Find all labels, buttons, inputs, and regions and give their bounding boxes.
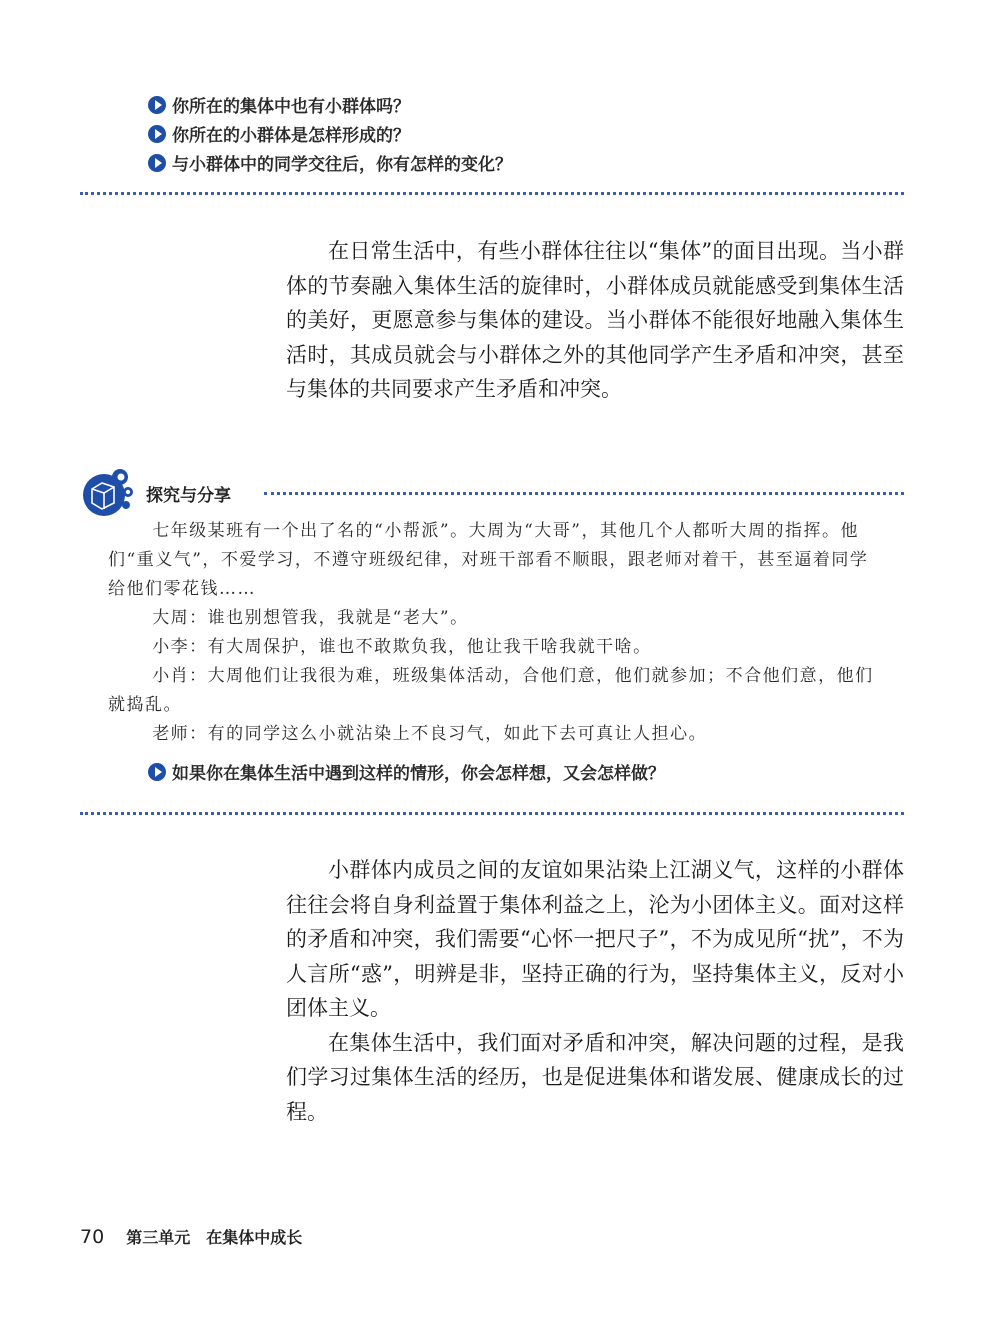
explore-share-header [80,465,904,521]
dialogue-line: 小李：有大周保护，谁也不敢欺负我，他让我干啥我就干啥。 [152,637,652,657]
dotted-divider [264,492,904,495]
dialogue-line: 老师：有的同学这么小就沾染上不良习气，如此下去可真让人担心。 [152,724,708,744]
paragraph-text: 小群体内成员之间的友谊如果沾染上江湖义气，这样的小群体往往会将自身利益置于集体利益之上，沦为小团体主义。面对这样的矛盾和冲突，我们需要“心怀一把尺子”，不为成见所“扰”，不为人言所“惑”，明辨是非，坚持正确的行为，坚持集体主义，反对小团体主义。 [286,858,904,1020]
dotted-divider [80,812,904,815]
story-block [108,517,884,749]
paragraph-text: 在集体生活中，我们面对矛盾和冲突，解决问题的过程，是我们学习过集体生活的经历，也是促进集体和谐发展、健康成长的过程。 [286,1030,904,1124]
page-number: 70 [80,1226,105,1248]
dotted-divider [80,192,904,195]
arrow-bullet-icon [148,763,166,781]
question-text: 你所在的小群体是怎样形成的？ [172,126,410,146]
dialogue-line: 小肖：大周他们让我很为难，班级集体活动，合他们意，他们就参加；不合他们意，他们就捣乱。 [108,666,874,715]
explore-share-icon [80,465,134,517]
question-item [148,119,908,148]
story-intro: 七年级某班有一个出了名的“小帮派”。大周为“大哥”，其他几个人都听大周的指挥。他们“重义气”，不爱学习，不遵守班级纪律，对班干部看不顺眼，跟老师对着干，甚至逼着同学给他们零花钱…… [108,521,869,599]
question-text: 如果你在集体生活中遇到这样的情形，你会怎样想，又会怎样做？ [172,764,665,784]
page-footer [80,1225,302,1248]
body-paragraph-1 [286,234,904,407]
paragraph-text: 在日常生活中，有些小群体往往以“集体”的面目出现。当小群体的节奏融入集体生活的旋律时，小群体成员就能感受到集体生活的美好，更愿意参与集体的建设。当小群体不能很好地融入集体生活时，其成员就会与小群体之外的其他同学产生矛盾和冲突，甚至与集体的共同要求产生矛盾和冲突。 [286,239,904,401]
question-item [148,90,908,119]
question-text: 你所在的集体中也有小群体吗？ [172,97,410,117]
unit-label: 第三单元 [126,1228,191,1247]
question-text: 与小群体中的同学交往后，你有怎样的变化？ [172,155,512,175]
arrow-bullet-icon [148,154,166,172]
body-paragraph-2 [286,853,904,1129]
arrow-bullet-icon [148,96,166,114]
explore-question [148,757,908,786]
section-title: 探究与分享 [146,481,239,506]
arrow-bullet-icon [148,125,166,143]
chapter-title: 在集体中成长 [206,1228,303,1247]
dialogue-line: 大周：谁也别想管我，我就是“老大”。 [152,608,469,628]
top-question-list [148,90,908,177]
question-item [148,148,908,177]
